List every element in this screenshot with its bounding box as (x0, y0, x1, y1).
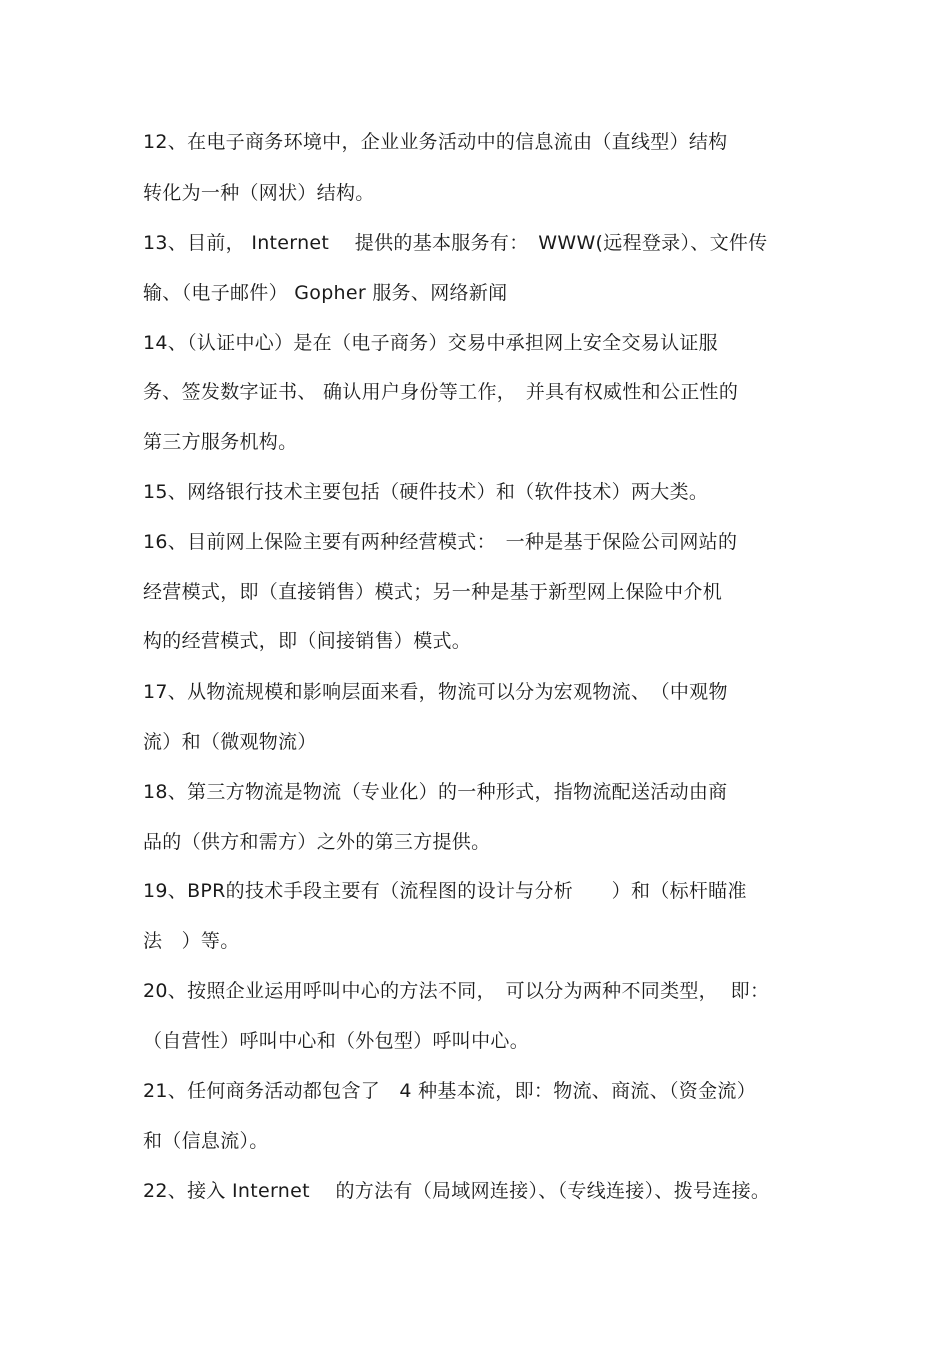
text-line-q20-1: 20、按照企业运用呼叫中心的方法不同， 可以分为两种不同类型， 即： (143, 980, 770, 1002)
text-line-q18-2: 品的（供方和需方）之外的第三方提供。 (143, 831, 491, 853)
text-line-q14-2: 务、签发数字证书、 确认用户身份等工作， 并具有权威性和公正性的 (143, 381, 739, 403)
text-line-q17-1: 17、从物流规模和影响层面来看，物流可以分为宏观物流、 （中观物 (143, 681, 728, 703)
text-line-q18-1: 18、第三方物流是物流（专业化）的一种形式，指物流配送活动由商 (143, 781, 728, 803)
text-line-q21-2: 和（信息流）。 (143, 1130, 269, 1152)
text-line-q13-1: 13、目前， Internet 提供的基本服务有： WWW(远程登录）、文件传 (143, 232, 768, 254)
text-line-q20-2: （自营性）呼叫中心和（外包型）呼叫中心。 (143, 1030, 530, 1052)
text-line-q16-1: 16、目前网上保险主要有两种经营模式： 一种是基于保险公司网站的 (143, 531, 738, 553)
text-line-q19-2: 法 ）等。 (143, 930, 240, 952)
text-line-q14-3: 第三方服务机构。 (143, 431, 298, 453)
text-line-q16-3: 构的经营模式，即（间接销售）模式。 (143, 630, 472, 652)
text-line-q22-1: 22、接入 Internet 的方法有（局域网连接）、（专线连接）、拨号连接。 (143, 1180, 771, 1202)
text-line-q15-1: 15、网络银行技术主要包括（硬件技术）和（软件技术）两大类。 (143, 481, 709, 503)
text-line-q19-1: 19、BPR的技术手段主要有（流程图的设计与分析 ）和（标杆瞄准 (143, 880, 747, 902)
text-line-q16-2: 经营模式，即（直接销售）模式；另一种是基于新型网上保险中介机 (143, 581, 723, 603)
text-line-q12-2: 转化为一种（网状）结构。 (143, 182, 375, 204)
text-line-q14-1: 14、（认证中心）是在（电子商务）交易中承担网上安全交易认证服 (143, 332, 718, 354)
text-line-q12-1: 12、在电子商务环境中，企业业务活动中的信息流由（直线型）结构 (143, 131, 728, 153)
text-line-q13-2: 输、（电子邮件） Gopher 服务、网络新闻 (143, 282, 508, 304)
text-line-q21-1: 21、任何商务活动都包含了 4 种基本流，即：物流、商流、（资金流） (143, 1080, 757, 1102)
text-line-q17-2: 流）和（微观物流） (143, 731, 317, 753)
